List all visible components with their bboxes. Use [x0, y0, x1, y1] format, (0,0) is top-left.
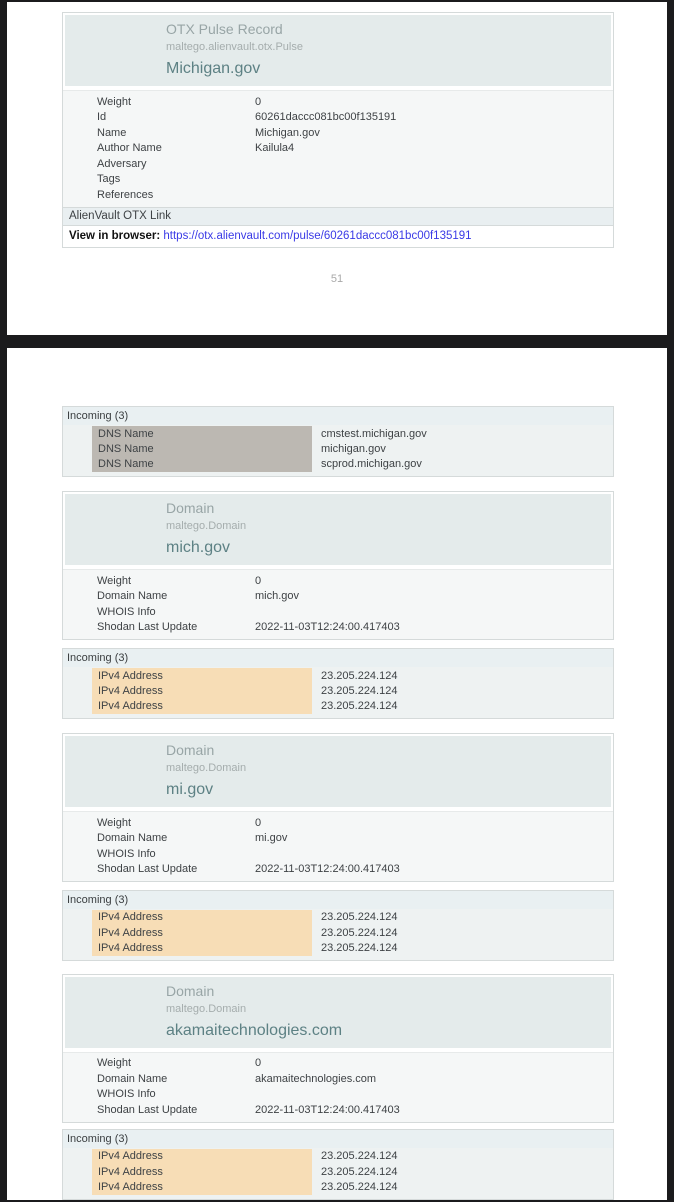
incoming-header: Incoming (3) [63, 407, 613, 425]
property-value: Kailula4 [255, 142, 295, 155]
incoming-header: Incoming (3) [63, 1130, 613, 1148]
incoming-links-group-dns [62, 406, 614, 477]
incoming-row [63, 426, 613, 441]
entity-card-header [65, 977, 611, 1048]
entity-type-title: Domain [166, 499, 215, 516]
incoming-row-label: DNS Name [92, 426, 312, 441]
entity-type-id: maltego.Domain [166, 761, 247, 774]
property-value: mich.gov [255, 590, 300, 603]
entity-card-header [65, 494, 611, 565]
property-value: akamaitechnologies.com [255, 1072, 377, 1085]
property-label: Tags [97, 173, 121, 186]
entity-card-header [65, 15, 611, 86]
incoming-row-label: IPv4 Address [92, 668, 312, 683]
incoming-links-group-ipv4 [62, 648, 614, 719]
property-value: 2022-11-03T12:24:00.417403 [255, 621, 400, 634]
incoming-row-value: 23.205.224.124 [321, 684, 398, 697]
incoming-row [63, 1164, 613, 1179]
incoming-row [63, 441, 613, 456]
property-row [63, 604, 613, 620]
entity-card-domain-mi-gov [62, 733, 614, 882]
property-row [63, 861, 613, 877]
entity-title: mi.gov [166, 780, 214, 798]
property-row [63, 619, 613, 635]
incoming-header: Incoming (3) [63, 891, 613, 909]
entity-title: mich.gov [166, 538, 231, 556]
property-value: 0 [255, 574, 262, 587]
property-label: Weight [97, 1057, 132, 1070]
incoming-rows [63, 667, 613, 718]
incoming-links-group-ipv4 [62, 1129, 614, 1200]
property-row [63, 1056, 613, 1072]
incoming-row [63, 940, 613, 955]
property-value: mi.gov [255, 832, 288, 845]
entity-properties [63, 569, 613, 639]
incoming-row [63, 1149, 613, 1164]
incoming-row [63, 668, 613, 683]
entity-card-header [65, 736, 611, 807]
property-label: References [97, 188, 154, 201]
incoming-rows [63, 909, 613, 960]
property-row [63, 1087, 613, 1103]
property-value: Michigan.gov [255, 126, 320, 139]
property-label: Weight [97, 816, 132, 829]
entity-type-id: maltego.Domain [166, 519, 247, 532]
entity-properties [63, 1052, 613, 1122]
property-label: WHOIS Info [97, 1088, 156, 1101]
property-value: 0 [255, 1057, 262, 1070]
property-row [63, 187, 613, 203]
property-label: Domain Name [97, 832, 168, 845]
property-label: Adversary [97, 157, 147, 170]
otx-pulse-link[interactable]: https://otx.alienvault.com/pulse/60261daccc081bc00f135191 [163, 229, 472, 242]
entity-type-id: maltego.alienvault.otx.Pulse [166, 41, 303, 53]
property-label: Weight [97, 95, 132, 108]
property-value: 2022-11-03T12:24:00.417403 [255, 1103, 400, 1116]
entity-type-title: Domain [166, 982, 215, 999]
property-label: Id [97, 111, 107, 124]
incoming-row [63, 683, 613, 698]
otx-link-section-header: AlienVault OTX Link [63, 207, 613, 225]
incoming-row-value: michigan.gov [321, 442, 386, 455]
property-value: 60261daccc081bc00f135191 [255, 111, 397, 124]
incoming-row [63, 925, 613, 940]
property-row [63, 815, 613, 831]
property-label: Author Name [97, 142, 162, 155]
incoming-row-value: scprod.michigan.gov [321, 458, 422, 471]
incoming-row-label: IPv4 Address [92, 698, 312, 713]
incoming-row-value: 23.205.224.124 [321, 1150, 398, 1163]
incoming-row [63, 457, 613, 472]
entity-title: akamaitechnologies.com [166, 1021, 343, 1039]
entity-properties [63, 811, 613, 881]
report-page-2 [7, 348, 667, 1200]
property-row [63, 573, 613, 589]
incoming-row-value: 23.205.224.124 [321, 942, 398, 955]
incoming-row-value: 23.205.224.124 [321, 1180, 398, 1193]
property-row [63, 1071, 613, 1087]
report-page-1 [7, 2, 667, 335]
property-row [63, 588, 613, 604]
entity-card-domain-mich-gov [62, 491, 614, 640]
property-row [63, 1102, 613, 1118]
property-label: Shodan Last Update [97, 1103, 198, 1116]
view-in-browser-row [63, 225, 613, 247]
incoming-row-value: cmstest.michigan.gov [321, 427, 427, 440]
entity-card-otx-pulse [62, 12, 614, 248]
property-row [63, 846, 613, 862]
property-row [63, 110, 613, 126]
property-row [63, 94, 613, 110]
incoming-row-value: 23.205.224.124 [321, 700, 398, 713]
entity-type-title: Domain [166, 741, 215, 758]
incoming-row [63, 698, 613, 713]
page-number: 51 [330, 272, 344, 285]
incoming-row-value: 23.205.224.124 [321, 911, 398, 924]
property-row [63, 172, 613, 188]
entity-type-id: maltego.Domain [166, 1002, 247, 1015]
incoming-row-label: IPv4 Address [92, 910, 312, 925]
incoming-row [63, 910, 613, 925]
property-label: Shodan Last Update [97, 621, 198, 634]
property-label: Domain Name [97, 590, 168, 603]
incoming-row-value: 23.205.224.124 [321, 1165, 398, 1178]
property-label: Shodan Last Update [97, 863, 198, 876]
property-row [63, 141, 613, 157]
entity-card-domain-akamai [62, 974, 614, 1123]
incoming-rows [63, 425, 613, 476]
incoming-row-label: IPv4 Address [92, 925, 312, 940]
incoming-links-group-ipv4 [62, 890, 614, 961]
incoming-header: Incoming (3) [63, 649, 613, 667]
property-label: Name [97, 126, 127, 139]
property-label: WHOIS Info [97, 847, 156, 860]
entity-properties [63, 90, 613, 207]
property-value: 0 [255, 816, 262, 829]
property-row [63, 125, 613, 141]
incoming-row-label: DNS Name [92, 441, 312, 456]
incoming-rows [63, 1148, 613, 1199]
incoming-row-value: 23.205.224.124 [321, 669, 398, 682]
property-row [63, 156, 613, 172]
incoming-row-label: IPv4 Address [92, 683, 312, 698]
property-row [63, 830, 613, 846]
property-value: 0 [255, 95, 262, 108]
incoming-row-label: IPv4 Address [92, 1179, 312, 1194]
property-value: 2022-11-03T12:24:00.417403 [255, 863, 400, 876]
property-label: WHOIS Info [97, 605, 156, 618]
incoming-row-label: DNS Name [92, 457, 312, 472]
incoming-row-label: IPv4 Address [92, 1149, 312, 1164]
incoming-row-label: IPv4 Address [92, 1164, 312, 1179]
entity-title: Michigan.gov [166, 60, 261, 77]
entity-type-title: OTX Pulse Record [166, 21, 283, 37]
property-label: Weight [97, 574, 132, 587]
view-in-browser-label: View in browser: [69, 229, 161, 242]
incoming-row [63, 1179, 613, 1194]
incoming-row-value: 23.205.224.124 [321, 926, 398, 939]
property-label: Domain Name [97, 1072, 168, 1085]
incoming-row-label: IPv4 Address [92, 940, 312, 955]
